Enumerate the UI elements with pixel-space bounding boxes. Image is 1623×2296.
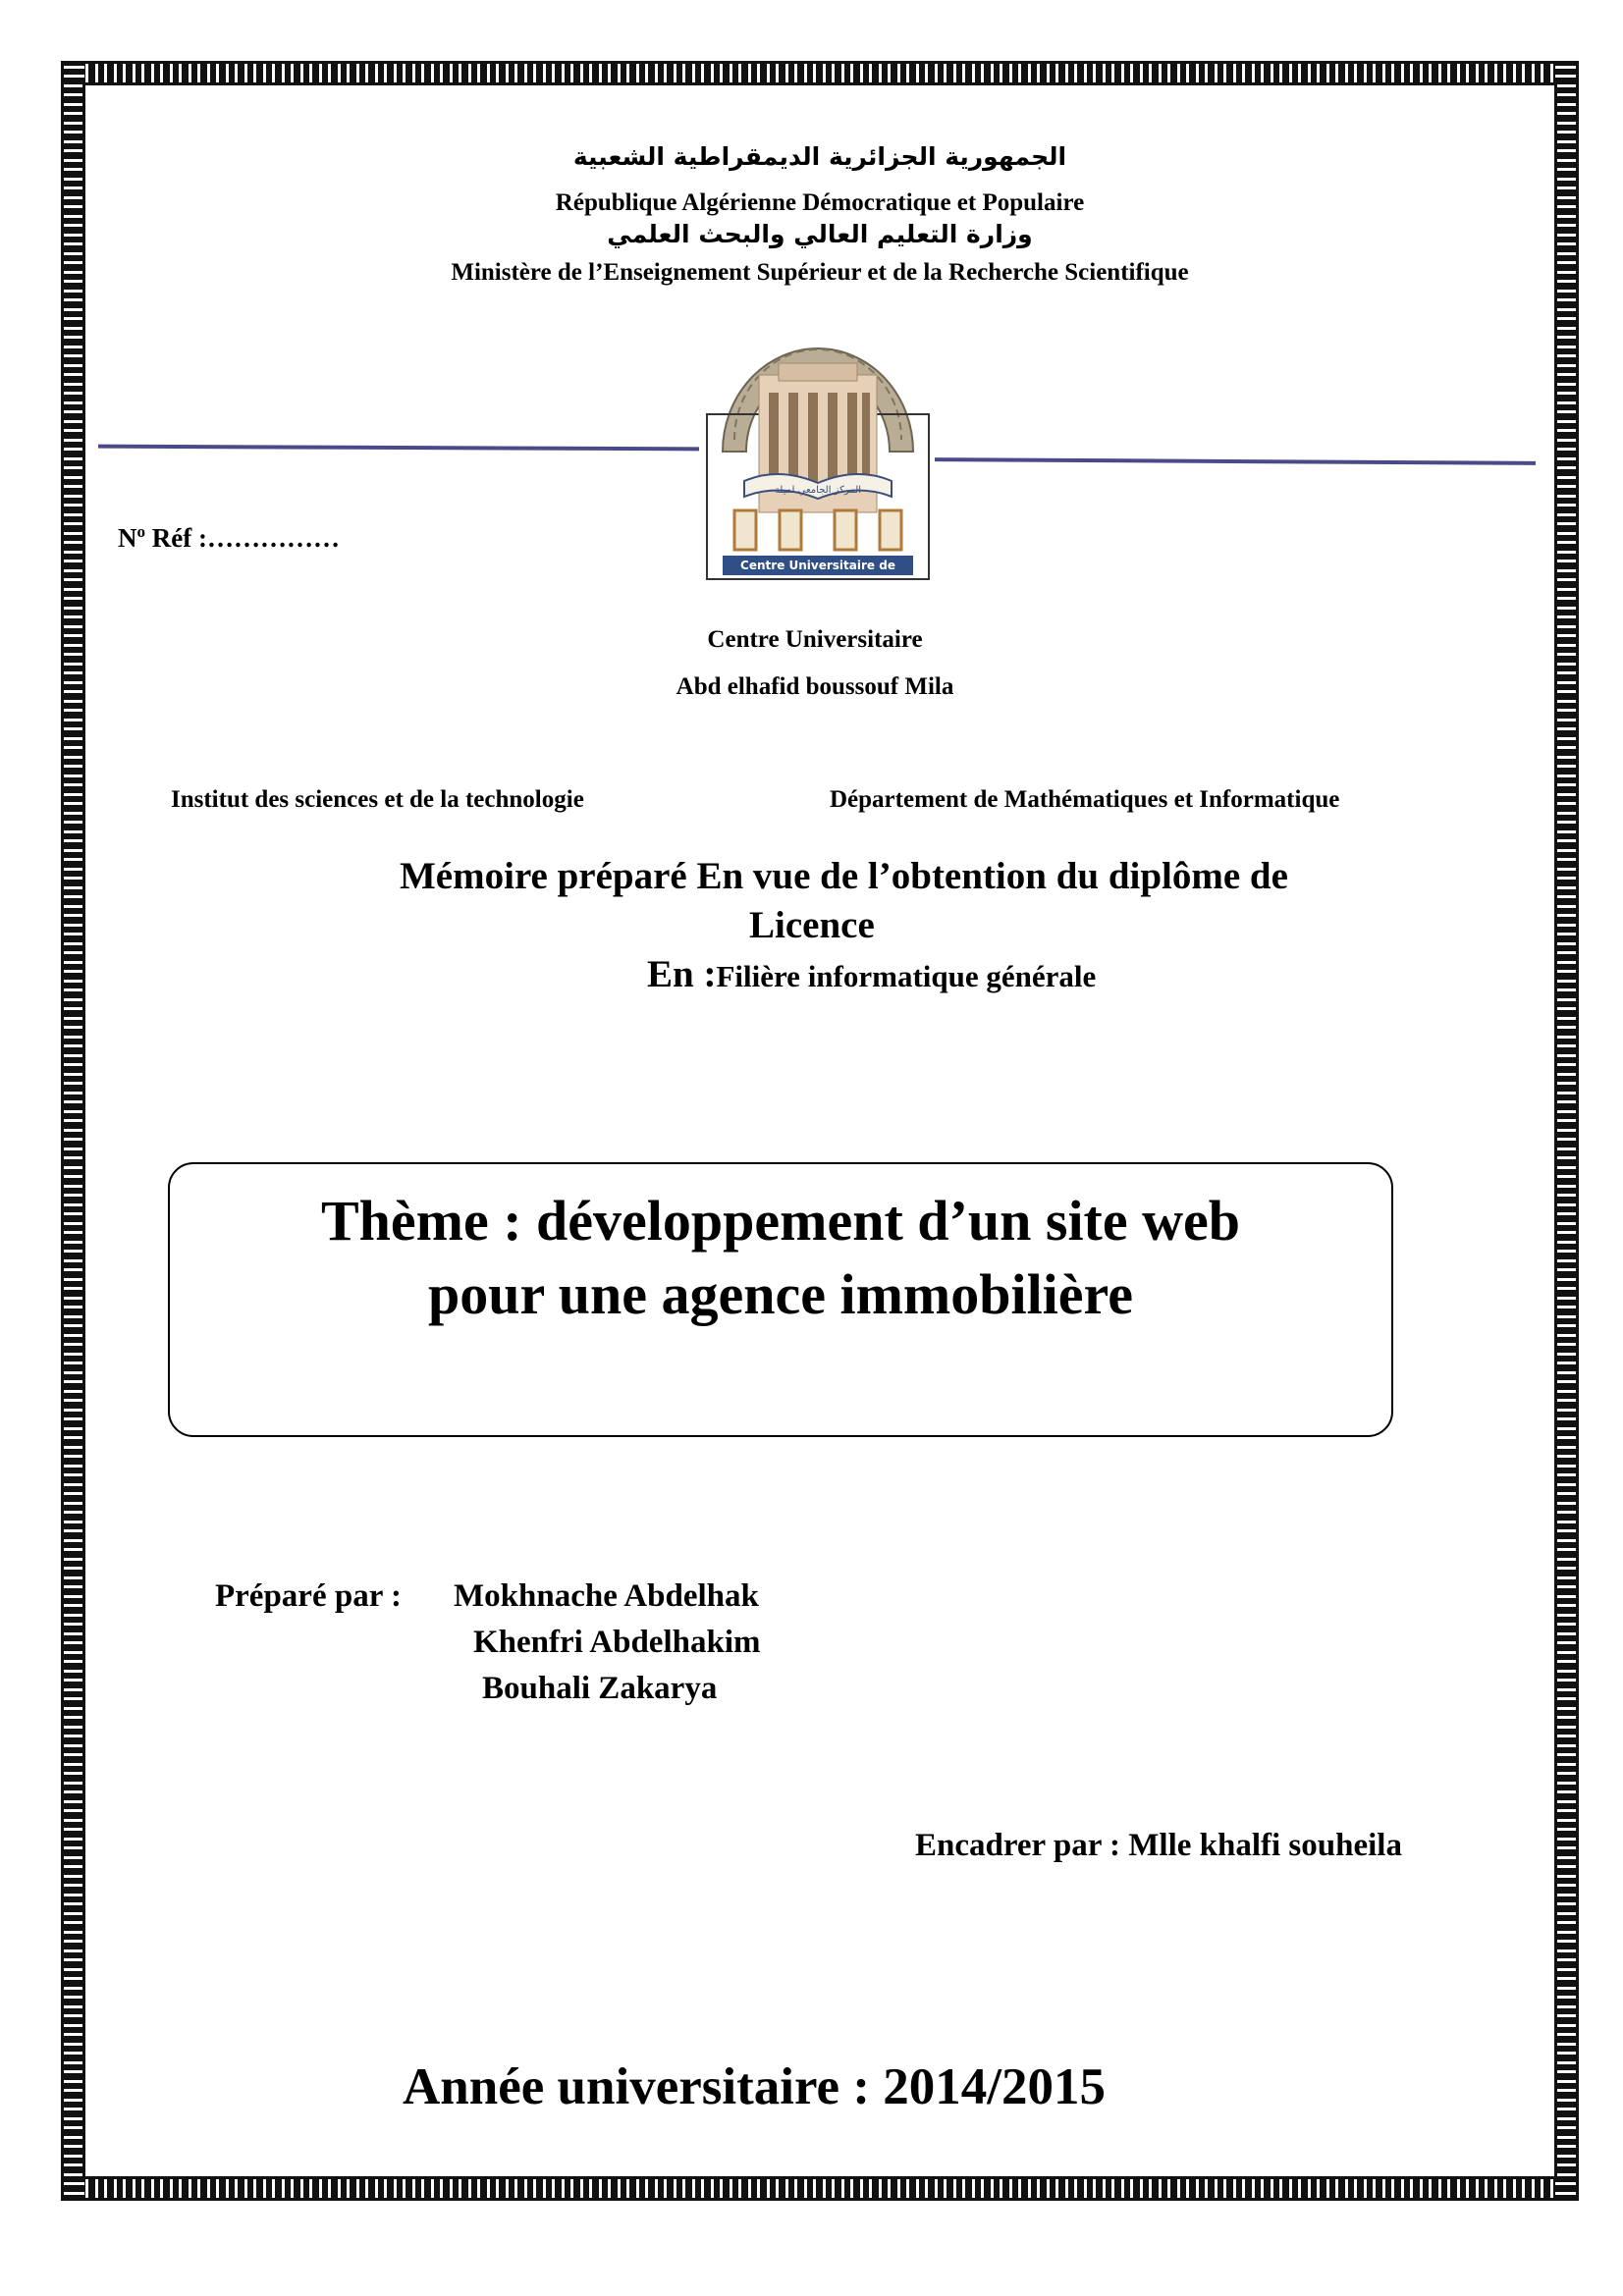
republic-title: République Algérienne Démocratique et Populaire (555, 189, 1085, 216)
prepared-label: Préparé par : (215, 1578, 402, 1614)
theme-line2: pour une agence immobilière (428, 1262, 1133, 1326)
theme-line1: Thème : développement d’un site web (320, 1189, 1240, 1253)
ref-label: N (118, 523, 137, 553)
logo-arabic-caption: المركز الجامعي لميلة (774, 485, 862, 496)
academic-year: Année universitaire : 2014/2015 (403, 2058, 1106, 2115)
memoire-filiere-row (647, 952, 1096, 996)
university-logo (705, 324, 931, 592)
memoire-line1: Mémoire préparé En vue de l’obtention du diplôme de (400, 855, 1288, 897)
institute-name: Institut des sciences et de la technologie (171, 786, 584, 813)
university-logo-graphic (705, 324, 931, 592)
ref-superscript: o (136, 522, 145, 541)
en-label: En : (647, 953, 717, 995)
arabic-ministry: وزارة التعليم العالي والبحث العلمي (607, 220, 1033, 248)
supervisor: Encadrer par : Mlle khalfi souheila (915, 1828, 1402, 1863)
memoire-line2: Licence (749, 904, 875, 946)
ref-rest: Réf :…………… (145, 523, 340, 553)
reference-number (118, 522, 340, 554)
filiere-text: Filière informatique générale (716, 959, 1097, 993)
institution-line2: Abd elhafid boussouf Mila (676, 673, 954, 700)
author-name: Bouhali Zakarya (482, 1671, 718, 1706)
author-name: Khenfri Abdelhakim (473, 1625, 761, 1660)
logo-caption: Centre Universitaire de MILA (740, 559, 895, 592)
ministry-title: Ministère de l’Enseignement Supérieur et de la Recherche Scientifique (451, 259, 1189, 286)
author-name: Mokhnache Abdelhak (454, 1578, 759, 1614)
arabic-republic: الجمهورية الجزائرية الديمقراطية الشعبية (572, 142, 1067, 171)
department-name: Département de Mathématiques et Informatique (830, 786, 1340, 813)
institution-line1: Centre Universitaire (707, 626, 923, 653)
